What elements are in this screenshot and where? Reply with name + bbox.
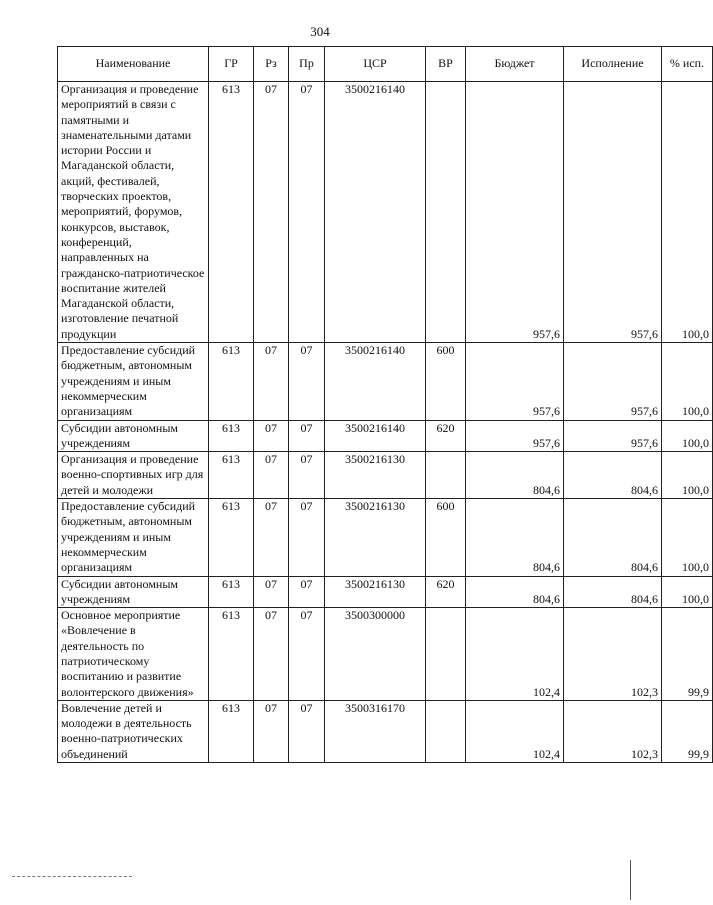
header-name: Наименование — [58, 47, 209, 82]
row-rz: 07 — [254, 420, 289, 452]
row-percent: 100,0 — [662, 420, 713, 452]
row-percent: 100,0 — [662, 452, 713, 499]
row-execution: 804,6 — [564, 499, 662, 576]
header-vr: ВР — [426, 47, 466, 82]
table-row — [58, 608, 713, 701]
row-percent: 100,0 — [662, 499, 713, 576]
row-name: Предоставление субсидий бюджетным, автономным учреждениям и иным некоммерческим организациям — [58, 499, 209, 576]
table-row — [58, 452, 713, 499]
row-rz: 07 — [254, 82, 289, 343]
row-execution: 957,6 — [564, 420, 662, 452]
header-execution: Исполнение — [564, 47, 662, 82]
row-execution: 102,3 — [564, 608, 662, 701]
row-name: Вовлечение детей и молодежи в деятельность военно-патриотических объединений — [58, 700, 209, 762]
row-execution: 804,6 — [564, 452, 662, 499]
row-rz: 07 — [254, 452, 289, 499]
row-rz: 07 — [254, 499, 289, 576]
table-row — [58, 576, 713, 608]
row-gr: 613 — [209, 576, 254, 608]
row-gr: 613 — [209, 82, 254, 343]
row-name: Организация и проведение военно-спортивных игр для детей и молодежи — [58, 452, 209, 499]
table-row — [58, 82, 713, 343]
row-pr: 07 — [289, 700, 325, 762]
row-csr: 3500216130 — [325, 452, 426, 499]
row-pr: 07 — [289, 576, 325, 608]
row-budget: 957,6 — [466, 343, 564, 420]
row-gr: 613 — [209, 700, 254, 762]
row-pr: 07 — [289, 420, 325, 452]
table-row — [58, 343, 713, 420]
row-csr: 3500216140 — [325, 343, 426, 420]
row-vr — [426, 82, 466, 343]
row-csr: 3500300000 — [325, 608, 426, 701]
row-gr: 613 — [209, 608, 254, 701]
row-pr: 07 — [289, 452, 325, 499]
row-vr: 600 — [426, 343, 466, 420]
row-pr: 07 — [289, 82, 325, 343]
row-budget: 804,6 — [466, 576, 564, 608]
row-csr: 3500216130 — [325, 499, 426, 576]
budget-execution-table — [57, 46, 713, 763]
table-row — [58, 499, 713, 576]
header-pr: Пр — [289, 47, 325, 82]
row-execution: 957,6 — [564, 343, 662, 420]
row-gr: 613 — [209, 452, 254, 499]
row-vr: 620 — [426, 420, 466, 452]
page-number: 304 — [310, 24, 330, 39]
row-execution: 957,6 — [564, 82, 662, 343]
row-vr — [426, 700, 466, 762]
row-name: Субсидии автономным учреждениям — [58, 420, 209, 452]
row-budget: 804,6 — [466, 452, 564, 499]
row-percent: 100,0 — [662, 82, 713, 343]
row-pr: 07 — [289, 343, 325, 420]
row-percent: 100,0 — [662, 576, 713, 608]
row-execution: 102,3 — [564, 700, 662, 762]
row-vr: 600 — [426, 499, 466, 576]
row-execution: 804,6 — [564, 576, 662, 608]
row-gr: 613 — [209, 499, 254, 576]
row-name: Организация и проведение мероприятий в связи с памятными и знаменательными датами истории России и Магаданской области, акций, фестивалей, творческих проектов, мероприятий, форумов, конкурсов, выставок, конференций, направленных на гражданско-патриотическое воспитание жителей Магаданской области, изготовление печатной продукции — [58, 82, 209, 343]
row-budget: 957,6 — [466, 82, 564, 343]
row-csr: 3500216140 — [325, 82, 426, 343]
row-budget: 102,4 — [466, 608, 564, 701]
row-csr: 3500216130 — [325, 576, 426, 608]
row-name: Основное мероприятие «Вовлечение в деятельность по патриотическому воспитанию и развитие волонтерского движения» — [58, 608, 209, 701]
table-row — [58, 700, 713, 762]
row-rz: 07 — [254, 343, 289, 420]
scan-edge-mark — [630, 860, 631, 900]
table-row — [58, 420, 713, 452]
row-rz: 07 — [254, 700, 289, 762]
row-csr: 3500316170 — [325, 700, 426, 762]
row-gr: 613 — [209, 343, 254, 420]
header-rz: Рз — [254, 47, 289, 82]
row-vr — [426, 608, 466, 701]
row-pr: 07 — [289, 499, 325, 576]
row-vr — [426, 452, 466, 499]
row-name: Предоставление субсидий бюджетным, автономным учреждениям и иным некоммерческим организациям — [58, 343, 209, 420]
row-percent: 99,9 — [662, 700, 713, 762]
header-gr: ГР — [209, 47, 254, 82]
header-budget: Бюджет — [466, 47, 564, 82]
table-header-row — [58, 47, 713, 82]
row-name: Субсидии автономным учреждениям — [58, 576, 209, 608]
row-budget: 102,4 — [466, 700, 564, 762]
row-percent: 99,9 — [662, 608, 713, 701]
row-vr: 620 — [426, 576, 466, 608]
header-percent: % исп. — [662, 47, 713, 82]
row-csr: 3500216140 — [325, 420, 426, 452]
row-gr: 613 — [209, 420, 254, 452]
row-budget: 804,6 — [466, 499, 564, 576]
row-rz: 07 — [254, 608, 289, 701]
row-rz: 07 — [254, 576, 289, 608]
header-csr: ЦСР — [325, 47, 426, 82]
row-percent: 100,0 — [662, 343, 713, 420]
row-budget: 957,6 — [466, 420, 564, 452]
footer-divider — [12, 876, 132, 877]
row-pr: 07 — [289, 608, 325, 701]
